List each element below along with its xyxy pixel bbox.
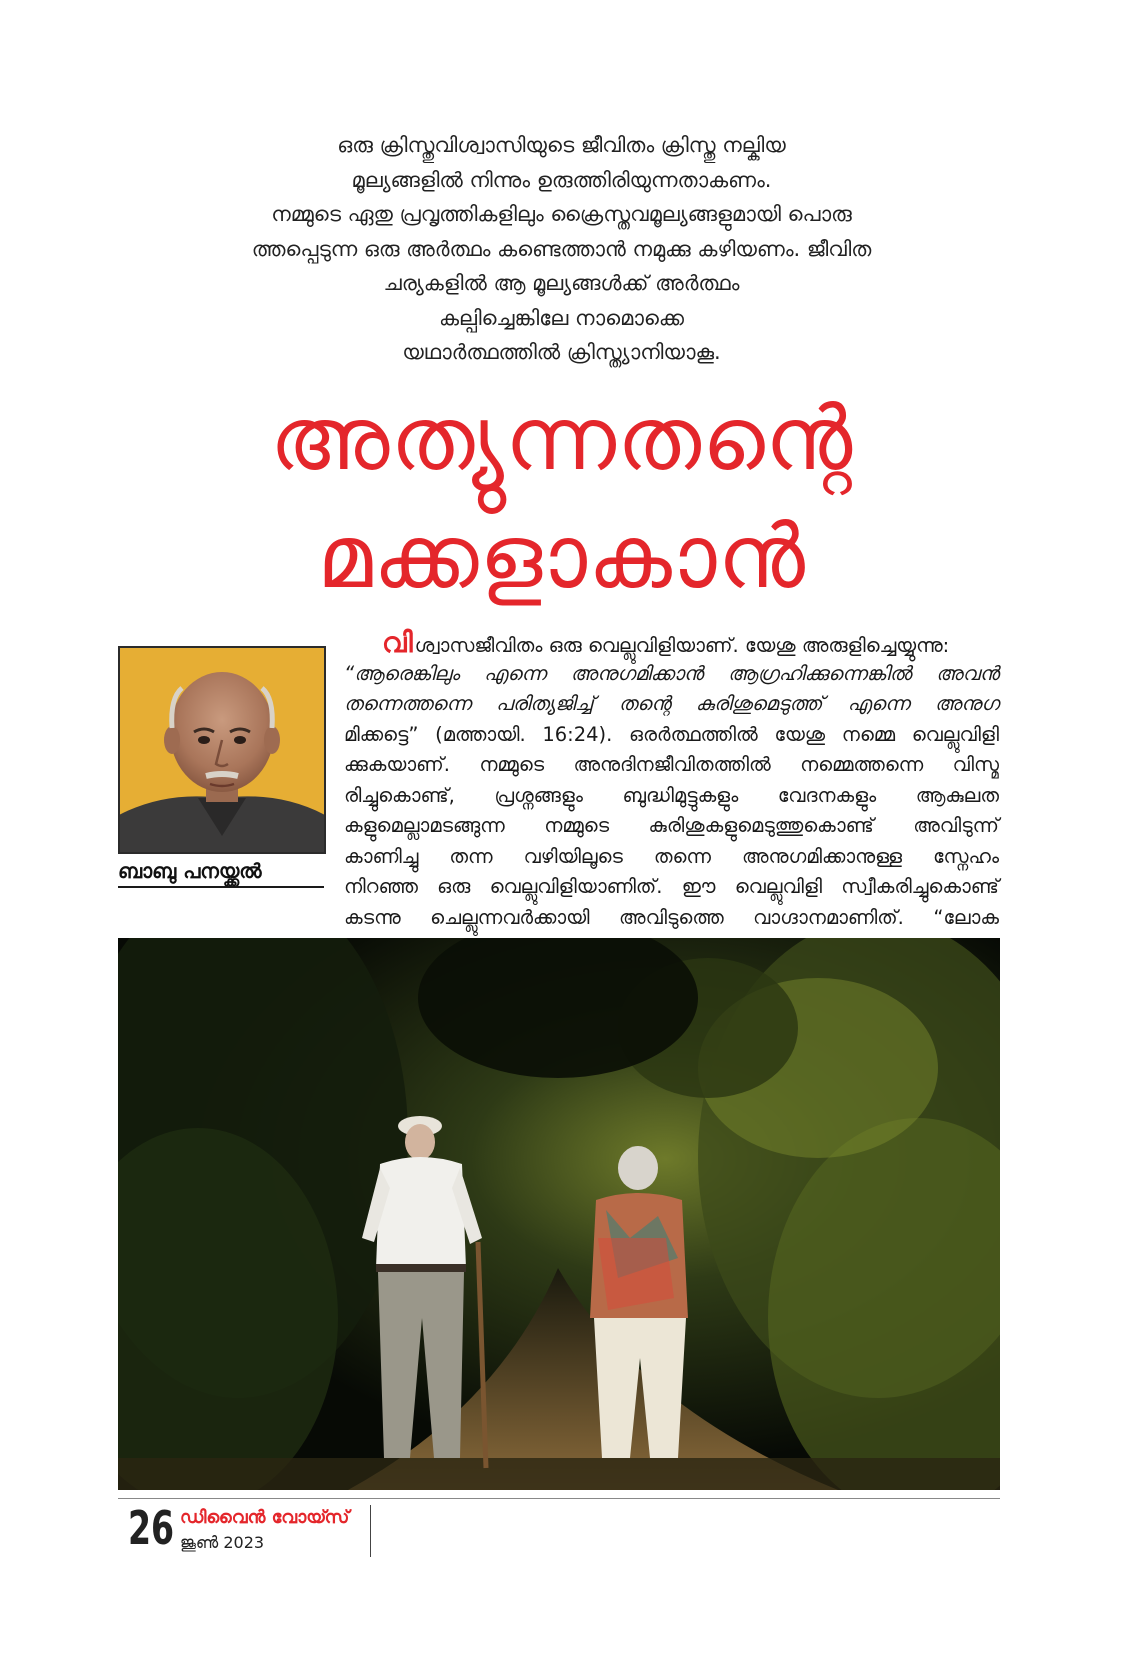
body-line [344,750,999,781]
intro-line: കല്പിച്ചെങ്കിലേ നാമൊക്കെ [439,305,684,330]
body-line [344,689,999,720]
body-word: നമ്മുടെ [544,814,610,837]
intro-line: മൂല്യങ്ങളിൽ നിന്നും ഉരുത്തിരിയുന്നതാകണം. [351,167,772,192]
body-line [344,659,999,690]
drop-cap: വി [382,626,413,659]
body-word: ആഗ്രഹിക്കുന്നെങ്കിൽ [727,661,912,685]
body-word: ആകുലത [915,783,999,807]
body-word: വെല്ലുവിളി [911,722,999,746]
body-word: എന്നെ [847,692,910,715]
body-line-first [344,628,999,659]
body-word: വഴിയിലൂടെ [523,844,623,868]
body-word: കുരിശുമെടുത്ത് [695,692,823,715]
footer-divider [370,1505,371,1557]
headline-line-1: അത്യുന്നതന്റെ [269,387,854,490]
body-line [344,811,999,842]
body-word: അനുഗ [934,692,999,715]
body-word: ക്കുകയാണ്. [344,753,450,776]
intro-line: ഒരു ക്രിസ്തുവിശ്വാസിയുടെ ജീവിതം ക്രിസ്തു നല്കിയ [337,133,786,157]
body-word: 16:24). [542,722,613,746]
body-word: മിക്കട്ടെ” [344,722,419,746]
body-word: തന്റെ [618,692,671,715]
body-word: ബുദ്ധിമുട്ടുകളും [622,783,739,807]
body-word: എന്നെ [484,661,547,685]
body-word: നിറഞ്ഞ [344,875,418,898]
article-body [344,628,999,933]
body-word: നമ്മുടെ [479,753,545,776]
body-word: ഒരർത്ഥത്തിൽ [629,722,758,746]
magazine-name: ഡിവൈൻ വോയ്സ് [180,1507,350,1528]
body-word: അവിടുന്ന് [913,814,999,837]
body-word: വാഗ്ദാനമാണിത്. [753,905,904,929]
author-portrait [118,646,326,854]
body-word: ഈ [681,875,716,898]
intro-line: യഥാർത്ഥത്തിൽ ക്രിസ്ത്യാനിയാകൂ. [402,340,721,364]
body-word: നമ്മെത്തന്നെ [800,753,924,776]
intro-line: ചര്യകളിൽ ആ മൂല്യങ്ങൾക്ക് അർത്ഥം [383,271,740,295]
body-line-text: ശ്വാസജീവിതം ഒരു വെല്ലുവിളിയാണ്. യേശു അരുളിച്ചെയ്യുന്നു: [414,634,950,657]
body-word: യേശു [774,722,826,746]
body-word: അവൻ [935,661,999,685]
article-headline [150,380,973,616]
body-word: “ആരെങ്കിലും [344,661,460,685]
body-line [344,842,999,873]
footer-rule [118,1498,1000,1499]
body-word: സ്വീകരിച്ചുകൊണ്ട് [841,875,999,898]
body-word: ചെല്ലുന്നവർക്കായി [430,905,590,929]
body-word: വെല്ലുവിളി [734,875,822,898]
body-word: രിച്ചുകൊണ്ട്, [344,783,455,807]
body-word: വേദനകളും [777,783,877,807]
body-line [344,720,999,751]
body-word: അനുഗമിക്കാനുള്ള [741,844,903,868]
page-number: 26 [128,1501,175,1555]
body-word: “ലോക [933,905,999,929]
body-word: പ്രശ്നങ്ങളും [494,783,583,807]
body-word: സ്നേഹം [933,844,999,868]
body-word: അവിടുത്തെ [619,905,724,929]
body-word: തന്നെ [653,844,712,868]
body-line [344,872,999,903]
elderly-couple-walking-photo [118,938,1000,1490]
body-word: വെല്ലുവിളിയാണിത്. [489,875,663,898]
body-word: കാണിച്ചു [344,844,419,868]
article-photo [118,938,1000,1490]
body-word: കുരിശുകളുമെടുത്തുകൊണ്ട് [648,814,874,837]
author-byline: ബാബു പനയ്ക്കൽ [118,856,324,888]
body-word: (മത്തായി. [435,722,526,746]
author-portrait-image [120,648,324,852]
body-word: തന്നെത്തന്നെ [344,692,471,715]
body-word: ഒരു [437,875,471,898]
body-word: നമ്മെ [841,722,896,746]
body-word: കടന്നു [344,905,401,929]
body-word: കളുമെല്ലാമടങ്ങുന്ന [344,814,505,837]
intro-blurb [180,128,943,370]
body-word: പരിത്യജിച്ച് [496,692,594,715]
body-word: അനുദിനജീവിതത്തിൽ [573,753,771,776]
body-word: തന്ന [449,844,493,868]
issue-date: ജൂൺ 2023 [180,1533,265,1552]
headline-line-2: മക്കളാകാൻ [317,505,806,608]
body-line [344,781,999,812]
body-word: വിസ്മ [952,753,999,776]
body-line [344,903,999,934]
body-word: അനുഗമിക്കാൻ [570,661,704,685]
intro-line: ത്തപ്പെടുന്ന ഒരു അർത്ഥം കണ്ടെത്താൻ നമുക്കു കഴിയണം. ജീവിത [251,236,872,261]
intro-line: നമ്മുടെ ഏതു പ്രവൃത്തികളിലും ക്രൈസ്തവമൂല്യങ്ങളുമായി പൊരു [271,202,852,226]
